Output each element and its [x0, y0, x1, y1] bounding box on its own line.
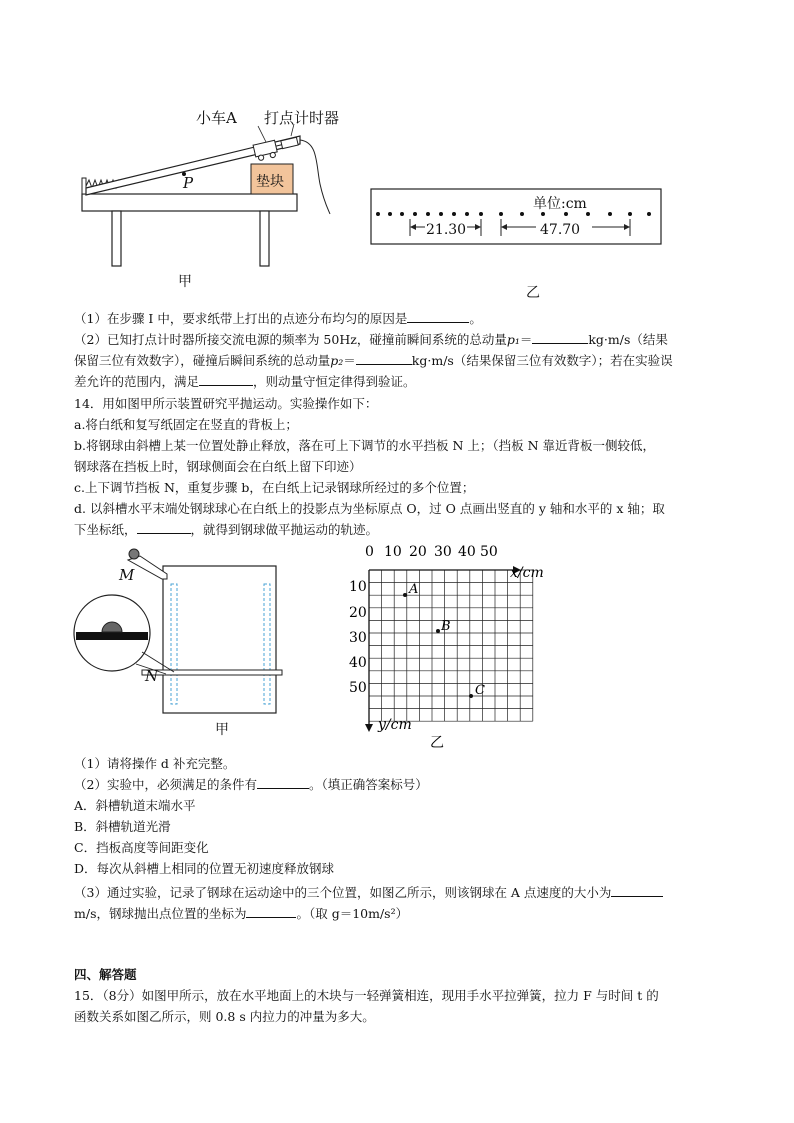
q15-line1: 15．（8分）如图甲所示，放在水平地面上的木块与一轻弹簧相连，现用手水平拉弹簧，拉力 F 与时间 t 的	[74, 988, 659, 1003]
q14-step-b2: 钢球落在挡板上时，钢球侧面会在白纸上留下印迹）	[74, 459, 362, 474]
projectile-apparatus-figure	[70, 546, 290, 718]
answer-blank[interactable]	[532, 331, 588, 344]
fig14-jia-caption: 甲	[215, 722, 229, 738]
q14-option-d[interactable]: D．每次从斜槽上相同的位置无初速度释放钢球	[74, 861, 335, 876]
fig13-jia-caption: 甲	[178, 274, 192, 290]
answer-blank[interactable]	[356, 352, 412, 365]
x-tick-label: 0	[365, 544, 374, 560]
y-tick-label: 40	[349, 655, 367, 671]
incline-apparatus-figure	[78, 104, 358, 290]
q14-sub1: （1）请将操作 d 补充完整。	[74, 756, 236, 771]
timer-label: 打点计时器	[264, 109, 340, 127]
coordinate-grid-figure	[340, 540, 560, 754]
tape-distance-2: 47.70	[540, 222, 581, 238]
q13-sub1: （1）在步骤 I 中，要求纸带上打出的点迹分布均匀的原因是 。	[74, 311, 482, 326]
q13-sub2-line2: 保留三位有效数字），碰撞后瞬间系统的总动量p₂＝ kg·m/s（结果保留三位有效数字）；若在实验误	[74, 353, 673, 368]
cart-a-label: 小车A	[196, 109, 237, 127]
paper-tape-figure	[370, 188, 662, 246]
fig13-yi-caption: 乙	[526, 285, 540, 301]
point-a-label: A	[409, 582, 419, 597]
q14-option-b[interactable]: B．斜槽轨道光滑	[74, 819, 171, 834]
section-4-title: 四、解答题	[74, 967, 137, 982]
tape-distance-1: 21.30	[426, 222, 467, 238]
q14-title: 14．用如图甲所示装置研究平抛运动。实验操作如下：	[74, 396, 378, 411]
point-c-label: C	[475, 683, 485, 698]
answer-blank[interactable]	[257, 776, 309, 789]
q14-step-a: a.将白纸和复写纸固定在竖直的背板上；	[74, 417, 298, 432]
q13-sub2-line3: 差允许的范围内，满足 ，则动量守恒定律得到验证。	[74, 374, 416, 389]
q14-step-c: c.上下调节挡板 N，重复步骤 b，在白纸上记录钢球所经过的多个位置；	[74, 480, 475, 495]
q14-step-b1: b.将钢球由斜槽上某一位置处静止释放，落在可上下调节的水平挡板 N 上；（挡板 N 靠近背板一侧较低，	[74, 438, 655, 453]
point-b-label: B	[441, 619, 451, 634]
answer-blank[interactable]	[407, 310, 469, 323]
answer-blank[interactable]	[611, 884, 663, 897]
x-tick-label: 50	[480, 544, 498, 560]
answer-blank[interactable]	[246, 905, 296, 918]
y-tick-label: 50	[349, 680, 367, 696]
y-tick-label: 10	[349, 579, 367, 595]
x-tick-label: 10	[384, 544, 402, 560]
q14-option-a[interactable]: A．斜槽轨道末端水平	[74, 798, 196, 813]
x-tick-label: 40	[458, 544, 476, 560]
point-p-label: P	[183, 174, 194, 192]
answer-blank[interactable]	[137, 521, 191, 534]
block-label: 垫块	[256, 174, 284, 190]
q14-sub3-line1: （3）通过实验，记录了钢球在运动途中的三个位置，如图乙所示，则该钢球在 A 点速度的大小为	[74, 884, 663, 901]
q14-option-c[interactable]: C．挡板高度等间距变化	[74, 840, 209, 855]
q13-sub2-line1: （2）已知打点计时器所接交流电源的频率为 50Hz，碰撞前瞬间系统的总动量p₁＝ kg·m/s（结果	[74, 332, 668, 347]
tape-unit-label: 单位:cm	[533, 196, 587, 212]
x-tick-label: 30	[434, 544, 452, 560]
q14-sub3-line2: m/s，钢球抛出点位置的坐标为 。（取 g＝10m/s²）	[74, 906, 409, 921]
x-tick-label: 20	[409, 544, 427, 560]
q14-step-d1: d. 以斜槽水平末端处钢球球心在白纸上的投影点为坐标原点 O，过 O 点画出竖直的 y 轴和水平的 x 轴；取	[74, 501, 665, 516]
y-tick-label: 20	[349, 605, 367, 621]
q14-step-d2: 下坐标纸， ，就得到钢球做平抛运动的轨迹。	[74, 522, 379, 537]
q15-line2: 函数关系如图乙所示，则 0.8 s 内拉力的冲量为多大。	[74, 1009, 375, 1024]
answer-blank[interactable]	[199, 373, 253, 386]
y-tick-label: 30	[349, 630, 367, 646]
baffle-n-label: N	[145, 667, 159, 685]
fig14-yi-caption: 乙	[430, 735, 444, 751]
chute-m-label: M	[119, 566, 135, 584]
q14-sub2: （2）实验中，必须满足的条件有 。（填正确答案标号）	[74, 777, 428, 792]
x-axis-label: x/cm	[510, 565, 544, 581]
y-axis-label: y/cm	[378, 717, 412, 733]
